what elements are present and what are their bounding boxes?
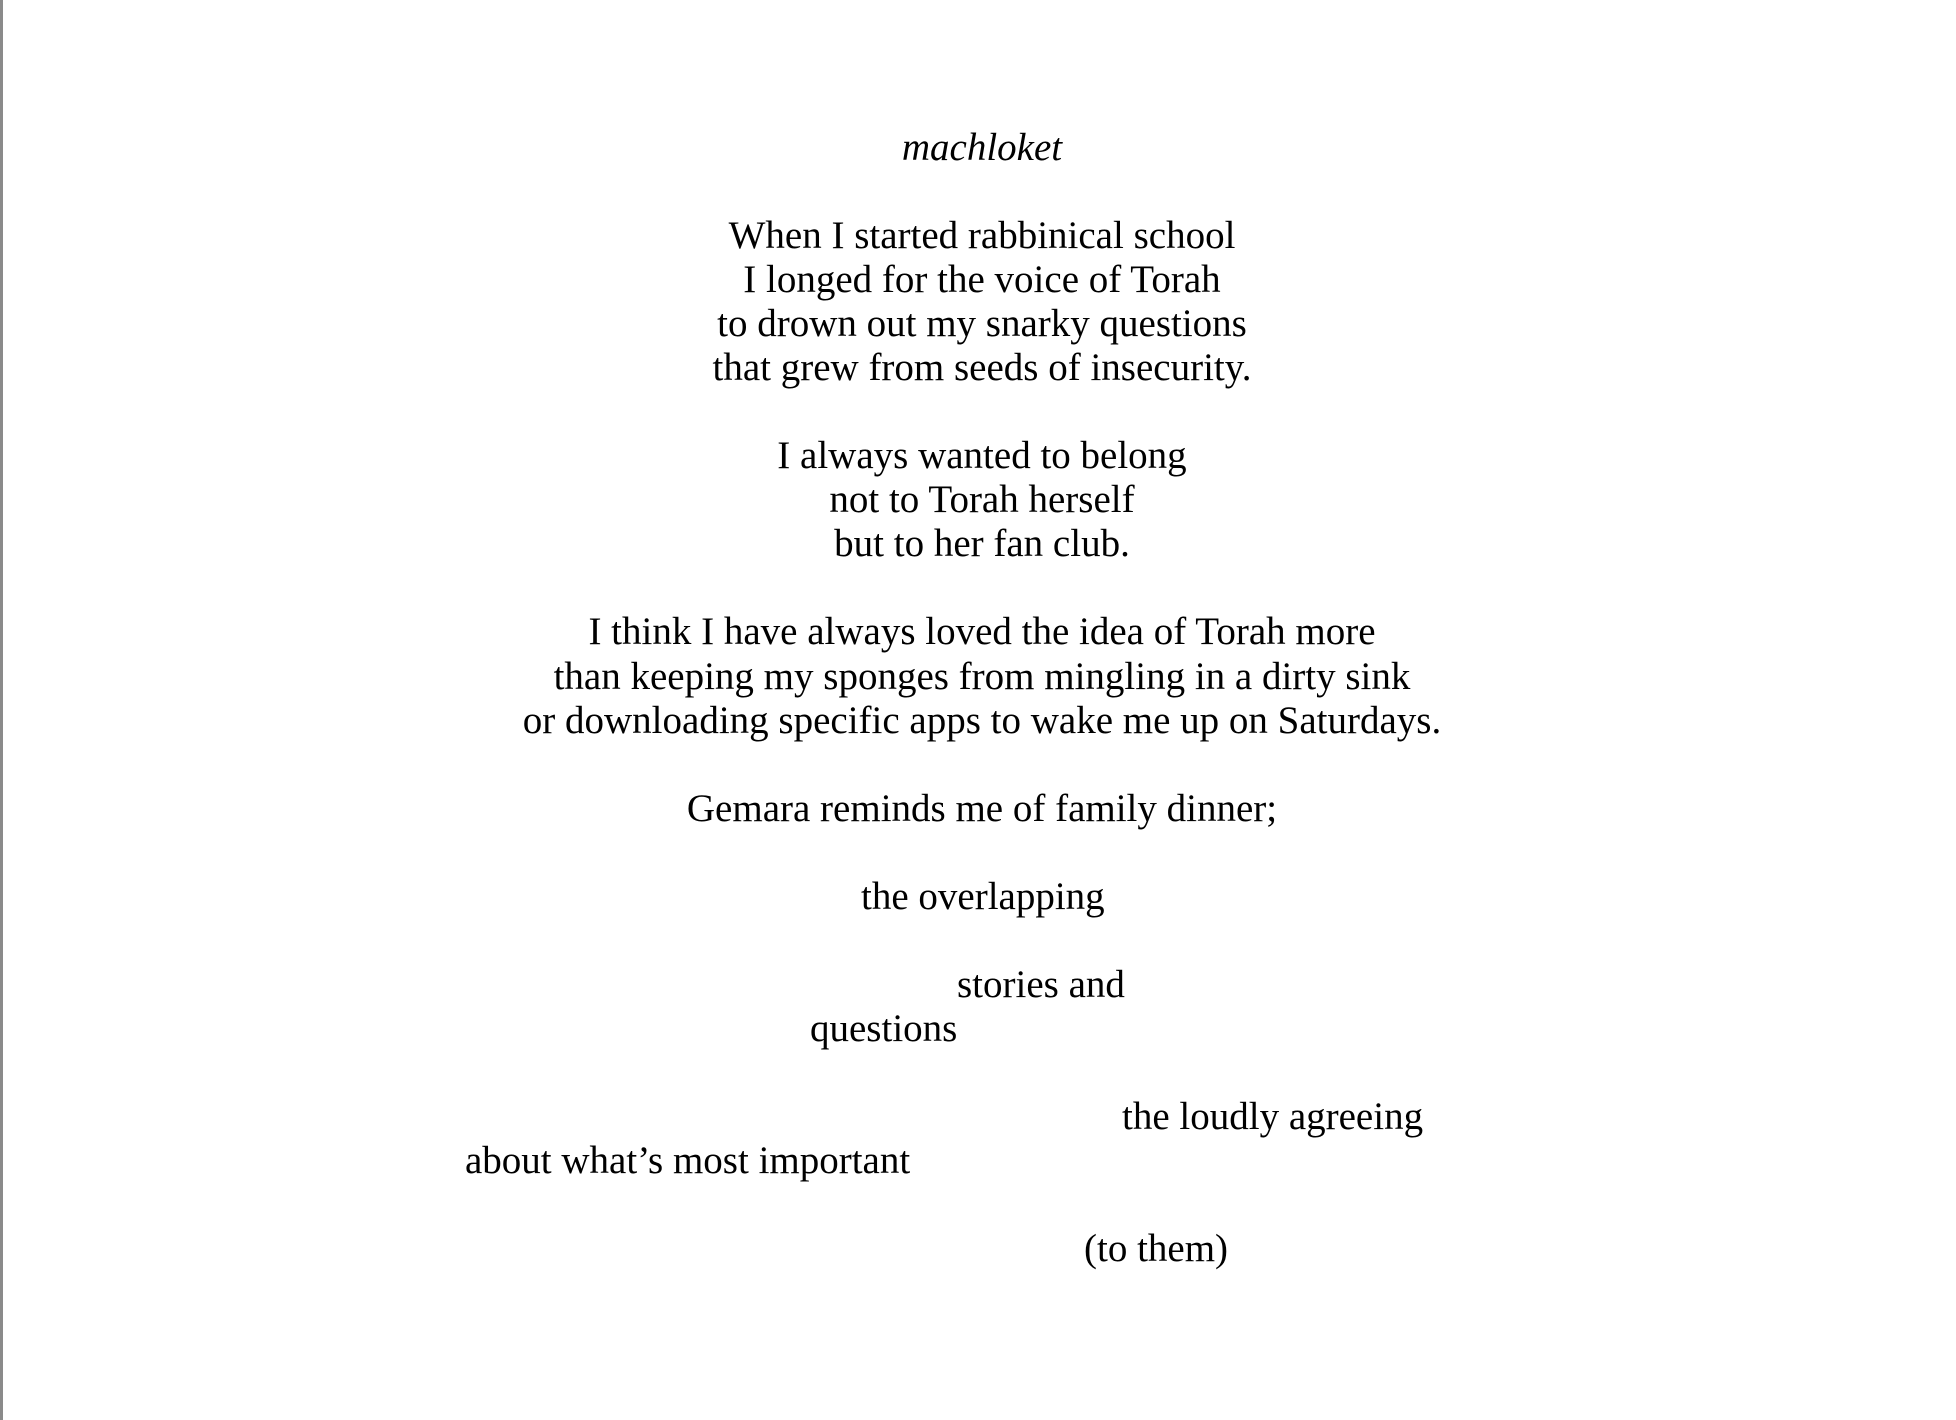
stanza3-line2: than keeping my sponges from mingling in a dirty sink — [553, 655, 1411, 698]
scattered-questions: questions — [810, 1007, 958, 1050]
scattered-stories-and: stories and — [957, 963, 1125, 1006]
stanza2-line1: I always wanted to belong — [777, 434, 1187, 477]
poem-title: machloket — [901, 126, 1063, 169]
stanza2-line3: but to her fan club. — [834, 522, 1130, 565]
scattered-loudly-agreeing: the loudly agreeing — [1122, 1095, 1424, 1138]
stanza1-line2: I longed for the voice of Torah — [743, 258, 1221, 301]
scattered-most-important: about what’s most important — [465, 1139, 911, 1182]
stanza3-line1: I think I have always loved the idea of Torah more — [588, 610, 1376, 653]
scattered-to-them: (to them) — [1084, 1227, 1229, 1270]
stanza2-line2: not to Torah herself — [829, 478, 1135, 521]
scattered-the-overlapping: the overlapping — [861, 875, 1105, 918]
stanza1-line4: that grew from seeds of insecurity. — [712, 346, 1252, 389]
stanza1-line1: When I started rabbinical school — [728, 214, 1236, 257]
stanza1-line3: to drown out my snarky questions — [717, 302, 1247, 345]
stanza4-line1: Gemara reminds me of family dinner; — [686, 787, 1278, 830]
stanza3-line3: or downloading specific apps to wake me up on Saturdays. — [522, 699, 1442, 742]
